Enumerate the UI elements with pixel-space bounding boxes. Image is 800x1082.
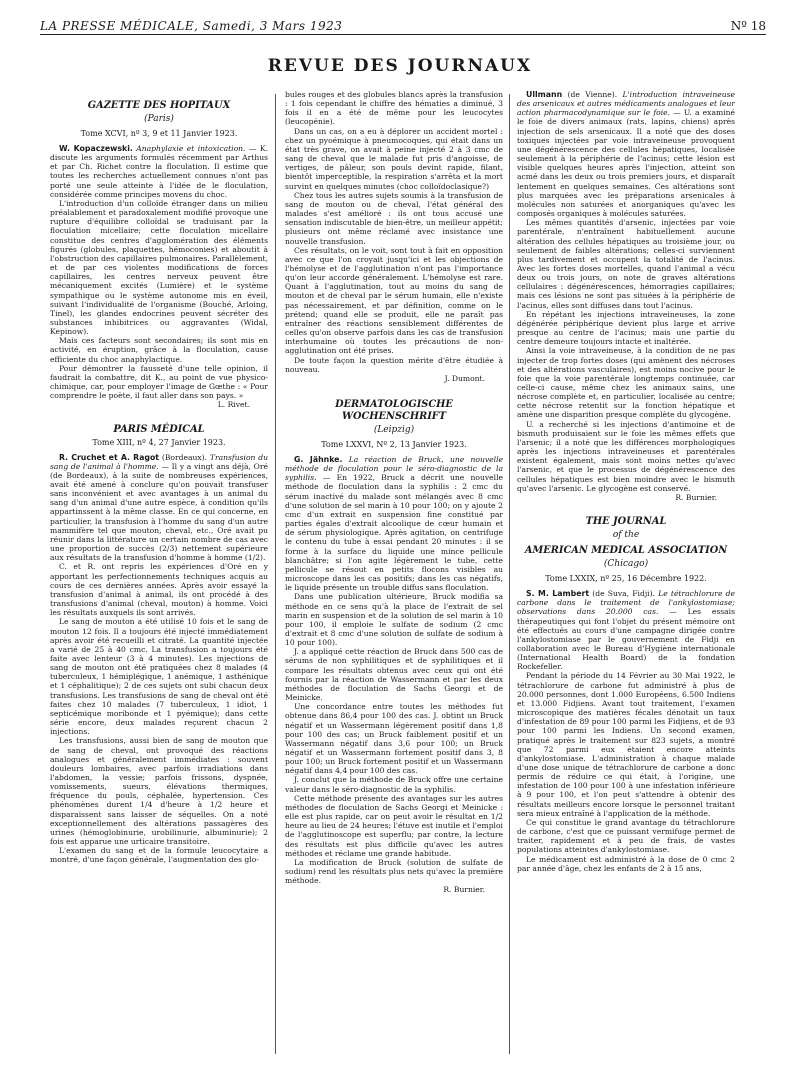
- article-title: Le tétrachlorure de carbone dans le traitement de l'ankylostomiase; observations dans 20.000 cas.: [517, 589, 735, 617]
- article-title: La réaction de Bruck, une nouvelle méthode de floculation pour le séro-diagnostic de la syphilis.: [285, 455, 503, 483]
- journal-city: (Leipzig): [373, 425, 415, 435]
- article-title: Anaphylaxie et intoxication.: [136, 144, 246, 153]
- article-paragraph: Ullmann (de Vienne). L'introduction intraveineuse des arsenicaux et autres médicaments analogues et leur action pharmacodynamique sur le foie. — U. a examiné le foie de divers animaux (rats, lapins, chiens) après injection de sels arsenicaux. Il a noté que des doses toxiques injectées par voie intraveineuse provoquent une dégénérescence des cellules hépatiques, localisée seulement à la périphérie de l'acinus; cette lésion est visible quelques heures après l'injection, atteint son acmé dans les deux ou trois premiers jours, et disparaît lentement en quelques semaines. Ces altérations sont plus marquées avec les préparations arsenicales à molécules non saturées et anorganiques qu'avec les composés organiques à molécules saturées.: [517, 90, 735, 219]
- article-paragraph: Une concordance entre toutes les méthodes fut obtenue dans 86,4 pour 100 des cas. J. obtint un Bruck négatif et un Wassermann légèrement positif dans 1,8 pour 100 des cas; un Bruck faiblement positif et un Wassermann négatif dans 3,6 pour 100; un Bruck négatif et un Wassermann fortement positif dans 3, 8 pour 100; un Bruck fortement positif et un Wassermann négatif dans 4,4 pour 100 des cas.: [285, 702, 503, 776]
- article-paragraph: Les transfusions, aussi bien de sang de mouton que de sang de cheval, ont provoqué des réactions analogues et généralement immédiates : souvent douleurs lombaires, avec parfois irradiations dans l'abdomen, la vessie; parfois frissons, dyspnée, vomissements, sueurs, élévations thermiques, fréquence du pouls, céphalée, hypertension. Ces phénomènes durent 1/4 d'heure à 1/2 heure et disparaissent sans laisser de séquelles. On a noté exceptionnellement des altérations passagères des urines (hémoglobinurie, urobilinurie, albuminurie); 2 fois est apparue une urticaire transitoire.: [50, 736, 268, 847]
- journal-issue: Tome LXXVI, Nº 2, 13 Janvier 1923.: [321, 440, 467, 449]
- article-author: G. Jähnke.: [294, 455, 343, 464]
- journal-issue: Tome LXXIX, nº 25, 16 Décembre 1922.: [545, 574, 707, 584]
- article-paragraph: L'introduction d'un colloïde étranger dans un milieu préalablement et paradoxalement modifié provoque une rupture d'équilibre colloïdal se traduisant par la floculation micellaire; cette floculation micellaire constitue des centres d'agglomération des éléments figurés (globules, plaquettes, hémoconies) et aboutit à l'obstruction des capillaires pulmonaires. Parallèlement, et de par ces violentes modifications de forces capillaires, les centres nerveux peuvent être mécaniquement excités (Lumière) et le système sympathique ou le système autonome mis en éveil, suivant l'individualité de l'organisme (Bouché, Arloing, Tinel), les glandes endocrines peuvent sécréter des substances inhibitrices ou aggravantes (Widal, Kepinow).: [50, 198, 268, 337]
- journal-issue: Tome XIII, nº 4, 27 Janvier 1923.: [92, 437, 226, 447]
- journal-name: DERMATOLOGISCHE WOCHENSCHRIFT: [335, 399, 453, 422]
- article-paragraph: Dans un cas, on a eu à déplorer un accident mortel : chez un pyoémique à pneumocoques, qui était dans un état très grave, on avait à peine injecté 2 à 3 cmc de sang de cheval que le malade fut pris d'angoisse, de vertiges, de pâleur, son pouls devint rapide, filant, bientôt imperceptible, la respiration s'arrêta et la mort survint en quelques minutes (choc colloïdoclasique?): [285, 126, 503, 191]
- article-paragraph: Mais ces facteurs sont secondaires; ils sont mis en activité, en éruption, grâce à la floculation, cause efficiente du choc anaphylactique.: [50, 336, 268, 364]
- article-paragraph: J. conclut que la méthode de Bruck offre une certaine valeur dans le séro-diagnostic de la syphilis.: [285, 775, 503, 794]
- article-paragraph: Chez tous les autres sujets soumis à la transfusion de sang de mouton ou de cheval, l'état général des malades s'est amélioré : ils ont tous accusé une sensation indiscutable de bien-être, un meilleur appétit; plusieurs ont même réclamé avec insistance une nouvelle transfusion.: [285, 190, 503, 246]
- article-paragraph: W. Kopaczewski. Anaphylaxie et intoxication. — K. discute les arguments formulés récemment par Arthus et par Ch. Richet contre la floculation. Il estime que toutes les recherches actuellement connues n'ont pas porté une seule atteinte à l'idée de le floculation, considérée comme principes movens du choc.: [50, 144, 268, 199]
- article-paragraph: Pour démontrer la fausseté d'une telle opinion, il faudrait la combattre, dit K., au point de vue physico-chimique, car, pour employer l'image de Gœthe : « Pour comprendre le poète, il faut aller dans son pays. »: [50, 363, 268, 401]
- article-paragraph: Le sang de mouton a été utilisé 10 fois et le sang de mouton 12 fois. Il a toujours été injecté immédiatement après avoir été recueilli et citraté. La quantité injectée a varié de 25 à 40 cmc. La transfusion a toujours été faite avec lenteur (3 à 4 minutes). Les injections de sang de mouton ont été pratiquées chez 8 malades (4 tuberculeux, 1 hémiplégique, 1 anémique, 1 asthénique et 1 céphalitique); 2 de ces sujets ont subi chacun deux transfusions. Les transfusions de sang de cheval ont été faites chez 10 malades (7 tuberculeux, 1 idiot, 1 septicémique moribonde et 1 pyémique); dans cette série encore, deux malades reçurent chacun 2 injections.: [50, 617, 268, 737]
- article-paragraph: C. et R. ont repris les expériences d'Oré en y apportant les perfectionnements techniques acquis au cours de ces dernières années. Après avoir essayé la transfusion d'animal à animal, ils ont procédé à des transfusions d'animal (cheval, mouton) à homme. Voici les résultats auxquels ils sont arrivés.: [50, 562, 268, 618]
- journal-city: (Paris): [144, 114, 174, 124]
- article-paragraph: De toute façon la question mérite d'être étudiée à nouveau.: [285, 355, 503, 374]
- article-paragraph: Le médicament est administré à la dose de 0 cmc 2 par année d'âge, chez les enfants de 2 à 15 ans,: [517, 854, 735, 873]
- article-author: S. M. Lambert: [526, 589, 590, 599]
- article-paragraph: Ce qui constitue le grand avantage du tétrachlorure de carbone, c'est que ce puissant vermifuge permet de traiter, rapidement et à peu de frais, de vastes populations atteintes d'ankylostomiase.: [517, 817, 735, 855]
- article-paragraph: Ces résultats, on le voit, sont tout à fait en opposition avec ce que l'on croyait jusqu'ici et les objections de l'hémolyse et de l'agglutination n'ont pas l'importance qu'on leur accorde généralement. L'hémolyse est rare. Quant à l'agglutination, tout au moins du sang de mouton et de cheval par le sérum humain, elle n'existe pas nécessairement, et par définition, comme on le prétend; quand elle se produit, elle ne paraît pas entraîner des réactions sensiblement différentes de celles qu'on observe parfois dans les cas de transfusion interhumaine où toutes les précautions de non-agglutination ont été prises.: [285, 245, 503, 356]
- article-author: W. Kopaczewski.: [59, 144, 133, 153]
- article-paragraph: Les mêmes quantités d'arsenic, injectées par voie parentérale, n'entraînent habituellement aucune altération des cellules hépatiques au troisième jour, ou seulement de faibles altérations; celles-ci surviennent plus tardivement et occupent la totalité de l'acinus. Avec les fortes doses mortelles, quand l'animal a vécu deux ou trois jours, on note de graves altérations cellulaires : dégénérescences, hémorragies capillaires; mais ces lésions ne sont pas situées à la périphérie de l'acinus, elles sont diffuses dans tout l'acinus.: [517, 218, 735, 310]
- journal-city: (Chicago): [603, 559, 649, 570]
- article-paragraph: L'examen du sang et de la formule leucocytaire a montré, d'une façon générale, l'augmentation des glo-: [50, 846, 268, 865]
- journal-name: GAZETTE DES HOPITAUX: [87, 100, 231, 111]
- article-paragraph: Cette méthode présente des avantages sur les autres méthodes de floculation de Sachs Georgi et Meinicke : elle est plus rapide, car on peut avoir le résultat en 1/2 heure au lieu de 24 heures; l'étuve est inutile et l'emploi de l'agglutinoscope est superflu; par contre, la lecture des résultats est plus difficile qu'avec les autres méthodes et réclame une grande habitude.: [285, 793, 503, 858]
- article-paragraph: Dans une publication ultérieure, Bruck modifia sa méthode en ce sens qu'à la place de l'extrait de sel marin en suspension et de la solution de sel marin à 10 pour 100, il emploie le sulfate de sodium (2 cmc d'extrait et 8 cmc d'une solution de sulfate de sodium à 10 pour 100).: [285, 592, 503, 648]
- journal-name-line3: AMERICAN MEDICAL ASSOCIATION: [524, 545, 728, 557]
- column-rule: [275, 94, 276, 1054]
- article-paragraph: S. M. Lambert (de Suva, Fidji). Le tétrachlorure de carbone dans le traitement de l'ankylostomiase; observations dans 20.000 cas. — Les essais thérapeutiques qui font l'objet du présent mémoire ont été effectués au cours d'une campagne dirigée contre l'ankylostomiase par le gouvernement de Fidji en collaboration avec le Bureau d'Hygiène internationale (International Health Board) de la fondation Rockefeller.: [517, 589, 735, 672]
- article-paragraph: Ainsi la voie intraveineuse, à la condition de ne pas injecter de trop fortes doses (qui amènent des nécroses et des altérations vasculaires), est moins nocive pour le foie que la voie parentérale longtemps continuée, car celle-ci cause, même chez les animaux sains, une nécrose complète et, en particulier, localisée au centre; cette nécrose retentit sur la fonction hépatique et amène une disparition presque complète du glycogène.: [517, 346, 735, 420]
- column-rule: [509, 94, 510, 1054]
- column-2: [285, 90, 503, 1075]
- article-signature: J. Dumont.: [444, 373, 485, 383]
- column-1: [50, 90, 268, 1075]
- article-title: L'introduction intraveineuse des arsenicaux et autres médicaments analogues et leur action pharmacodynamique sur le foie.: [517, 90, 735, 118]
- journal-name: PARIS MÉDICAL: [113, 423, 205, 435]
- article-paragraph: Pendant la période du 14 Février au 30 Mai 1922, le tétrachlorure de carbone fut administré à plus de 20.000 personnes, dont 1.000 Européens, 6.500 Indiens et 13.000 Fidjiens. Avant tout traitement, l'examen microscopique des matières fécales dénotait un taux d'infestation de 89 pour 100 parmi les Fidjiens, et de 93 pour 100 parmi les Indiens. Un second examen, pratiqué après le traitement sur 823 sujets, a montré que 72 parmi eux étaient encore atteints d'ankylostomiase. L'administration à chaque malade d'une dose unique de tétrachlorure de carbone a donc permis de réduire ce qui était, à l'origine, une infestation de 100 pour 100 à une infestation inférieure à 9 pour 100, et l'on peut s'attendre à obtenir des résultats meilleurs encore lorsque le personnel traitant sera mieux entraîné à l'application de la méthode.: [517, 671, 735, 818]
- article-paragraph: La modification de Bruck (solution de sulfate de sodium) rend les résultats plus nets qu'avec la première méthode.: [285, 857, 503, 886]
- article-signature: R. Burnier.: [675, 492, 717, 502]
- page-header: [40, 18, 766, 35]
- publication-line: LA PRESSE MÉDICALE, Samedi, 3 Mars 1923: [40, 19, 343, 33]
- article-paragraph: J. a appliqué cette réaction de Bruck dans 500 cas de sérums de non syphilitiques et de syphilitiques et il compare les résultats obtenus avec ceux qui ont été fournis par la réaction de Wassermann et par les deux méthodes de floculation de Sachs Georgi et de Meinicke.: [285, 647, 503, 703]
- journal-name-of: of the: [612, 530, 640, 541]
- article-paragraph: G. Jähnke. La réaction de Bruck, une nouvelle méthode de floculation pour le séro-diagnostic de la syphilis. — En 1922, Bruck a décrit une nouvelle méthode de floculation dans la syphilis : 2 cmc du sérum inactivé du malade sont mélangés avec 8 cmc d'une solution de sel marin à 10 pour 100; on y ajoute 2 cmc d'un extrait en suspension fine constitué par parties égales d'extrait alcoolique de cœur humain et de sérum physiologique. Après agitation, on centrifuge le contenu du tube à essai pendant 20 minutes : il se forme à la surface du liquide une mince pellicule blanchâtre; si l'on agite légèrement le tube, cette pellicule se résout en petits flocons visibles au microscope dans les cas positifs; dans les cas négatifs, le liquide présente un trouble diffus sans floculation.: [285, 455, 503, 593]
- article-signature: R. Burnier.: [443, 885, 485, 895]
- article-paragraph: bules rouges et des globules blancs après la transfusion : 1 fois cependant le chiffre des hématies a diminué, 3 fois il en a été de même pour les leucocytes (leucopénie).: [285, 90, 503, 127]
- article-author: Ullmann: [526, 90, 563, 99]
- journal-name: THE JOURNAL: [585, 516, 667, 528]
- page-number: Nº 18: [730, 19, 766, 33]
- article-signature: L. Rivet.: [217, 400, 250, 410]
- article-paragraph: R. Cruchet et A. Ragot (Bordeaux). Transfusion du sang de l'animal à l'homme. — Il y a vingt ans déjà, Oré (de Bordeaux), à la suite de nombreuses expériences, avait été amené à conclure qu'on pouvait transfuser sans inconvénient et avec avantages à un animal du sang d'un animal d'une autre espèce, à condition qu'ils appartinssent à la même classe. En ce qui concerne, en particulier, la transfusion à l'homme du sang d'un autre mammifère tel que mouton, cheval, etc., Oré avait pu réunir dans la littérature un certain nombre de cas avec une proportion de succès (2/3) nettement supérieure aux résultats de la transfusion d'homme à homme (1/2).: [50, 452, 268, 563]
- article-paragraph: En répétant les injections intraveineuses, la zone dégénérée périphérique devient plus large et arrive presque au centre de l'acinus; mais une partie du centre demeure toujours intacte et inaltérée.: [517, 309, 735, 347]
- journal-issue: Tome XCVI, nº 3, 9 et 11 Janvier 1923.: [80, 129, 238, 138]
- article-paragraph: U. a recherché si les injections d'antimoine et de bismuth produisaient sur le foie les mêmes effets que l'arsenic; il a noté que les différences morphologiques après les injections intraveineuses et parentérales existent également, mais sont moins nettes qu'avec l'arsenic, et que le processus de dégénérescence des cellules hépatiques est bien moindre avec le bismuth qu'avec l'arsenic. Le glycogène est conservé.: [517, 419, 735, 493]
- article-author: R. Cruchet et A. Ragot: [59, 452, 160, 462]
- article-title: Transfusion du sang de l'animal à l'homme.: [50, 452, 268, 471]
- section-title: REVUE DES JOURNAUX: [267, 56, 533, 76]
- column-3: [517, 90, 735, 1075]
